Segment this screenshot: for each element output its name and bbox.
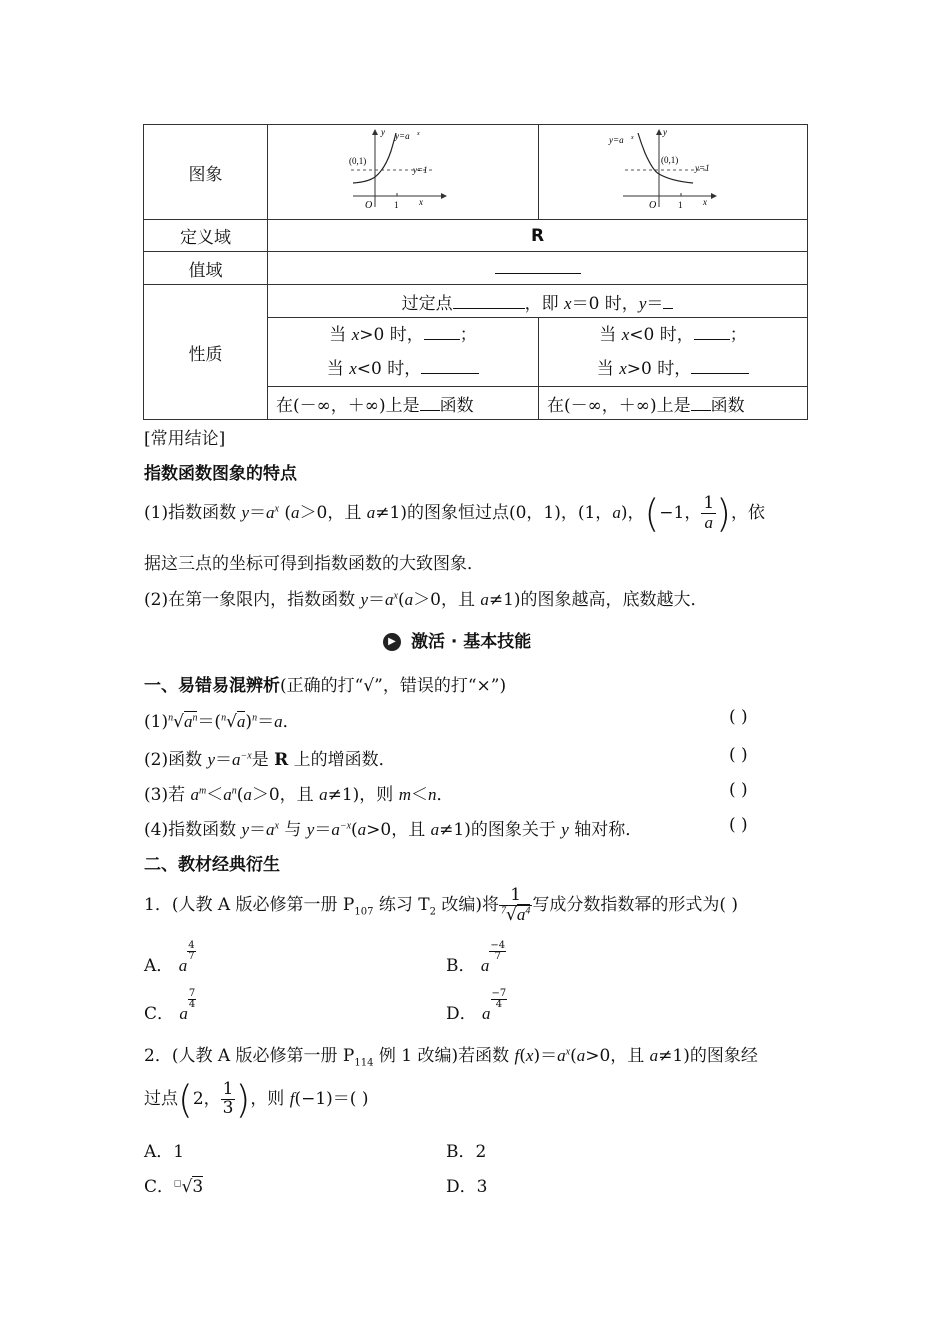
q1-option-b[interactable]: B． a $\frac{-4}{7}$ xyxy=(446,940,506,976)
range-blank[interactable] xyxy=(495,257,581,274)
tf-item-1: $(1)^n√a^n=(^n√a)^n=a$． xyxy=(144,712,300,732)
fraction-one-over-root: $\frac{1}{^7√a^4}$ xyxy=(501,884,531,925)
graph-cell-decreasing xyxy=(539,125,808,220)
fixed-point-text-3: ＝0 时， xyxy=(571,293,639,314)
answer-paren-3[interactable]: ( ) xyxy=(729,780,748,800)
exponential-function-table xyxy=(143,124,808,420)
table-row-range xyxy=(144,252,808,285)
increasing-cond-2: 当 x<0 时， xyxy=(268,352,538,386)
table-row-fixed-point xyxy=(144,285,808,318)
part1-title xyxy=(144,671,506,696)
table-row-domain xyxy=(144,220,808,252)
q2-option-a[interactable]: A．1 xyxy=(144,1142,185,1162)
tf-item-2: (2)函数 $y=a^{-x}$是 R 上的增函数． xyxy=(144,750,396,770)
fixed-point-text: 过定点 xyxy=(401,293,453,314)
q2-option-c[interactable]: C．□√3 xyxy=(144,1177,204,1197)
increasing-exponential-graph xyxy=(333,127,473,217)
row-label-properties: 性质 xyxy=(144,285,268,420)
answer-paren-4[interactable]: ( ) xyxy=(729,815,748,835)
graph2-point-label: (0,1) xyxy=(661,155,679,165)
graph2-equation-sup: x xyxy=(631,135,634,141)
decreasing-conditions-cell xyxy=(539,318,808,387)
graph2-equation: y=a xyxy=(609,135,624,145)
fraction-one-over-a: $\frac{1}{a}$ xyxy=(703,493,715,532)
tf-item-3: (3)若 $a^m<a^n(a>0$，且 a≠1)，则 m＜n． xyxy=(144,785,454,805)
decreasing-cond-1: 当 x<0 时， ； xyxy=(599,325,747,345)
increasing-cond-1: 当 x>0 时， ； xyxy=(329,325,477,345)
part1-hint: (正确的打“√”，错误的打“×”) xyxy=(280,676,507,696)
decreasing-cond-2: 当 x>0 时， xyxy=(539,352,807,386)
fixed-point-blank[interactable] xyxy=(453,292,525,309)
graph1-point-label: (0,1) xyxy=(349,156,367,166)
q1-option-d[interactable]: D． a $\frac{-7}{4}$ xyxy=(446,988,507,1024)
conclusion-title: 指数函数图象的特点 xyxy=(144,464,297,484)
conclusion-paragraph-2: (2)在第一象限内，指数函数 $y=a^x(a>0$，且 a≠1)的图象越高，底数越大． xyxy=(144,590,708,610)
fixed-point-text-4: ＝ xyxy=(646,293,664,314)
conclusion-paragraph-1: (1)指数函数 $y=a^x$ (a＞0，且 a≠1)的图象恒过点(0，1)，(1，a)，(−1， $\frac{1}{a}$ )，依 xyxy=(144,491,765,536)
row-label-domain: 定义域 xyxy=(144,220,268,252)
graph1-origin: O xyxy=(365,200,373,211)
q2-option-d[interactable]: D．3 xyxy=(446,1177,488,1197)
blank-dec-neg[interactable] xyxy=(694,323,730,340)
var-x: x xyxy=(564,293,572,313)
blank-inc-pos[interactable] xyxy=(424,323,460,340)
fixed-point-cell xyxy=(268,285,808,318)
graph1-x-label: x xyxy=(419,197,423,207)
graph1-equation: y=a xyxy=(395,131,410,141)
graph2-asymptote-label: y=1 xyxy=(695,163,710,173)
graph1-equation-sup: x xyxy=(417,131,420,137)
conclusion-heading: [常用结论] xyxy=(144,429,226,449)
question-2-cont: 过点(2， $\frac{1}{3}$ )，则 f(−1)＝( ) xyxy=(144,1077,369,1122)
q1-option-a[interactable]: A． a $\frac{4}{7}$ xyxy=(144,940,195,976)
tf-item-4: (4)指数函数 $y=a^x$ 与 $y=a^{-x}(a>0$，且 a≠1)的图象关于 y 轴对称． xyxy=(144,820,643,840)
part2-title: 二、教材经典衍生 xyxy=(144,855,280,875)
table-row-graph xyxy=(144,125,808,220)
graph2-y-label: y xyxy=(663,127,667,137)
domain-value: R xyxy=(268,220,808,252)
graph1-tick: 1 xyxy=(394,200,399,210)
conclusion-paragraph-1b: 据这三点的坐标可得到指数函数的大致图象． xyxy=(144,554,484,574)
blank-dec-mono[interactable] xyxy=(691,394,711,411)
answer-paren-2[interactable]: ( ) xyxy=(729,745,748,765)
graph1-asymptote-label: y=1 xyxy=(413,165,428,175)
row-label-graph: 图象 xyxy=(144,125,268,220)
section-title-text: 激活 · 基本技能 xyxy=(411,632,532,652)
row-label-range: 值域 xyxy=(144,252,268,285)
graph1-y-label: y xyxy=(381,127,385,137)
answer-paren-1[interactable]: ( ) xyxy=(729,707,748,727)
q2-option-b[interactable]: B．2 xyxy=(446,1142,487,1162)
fixed-y-blank[interactable] xyxy=(663,292,673,309)
question-1: 1．(人教 A 版必修第一册 $P_{107}$ 练习 $T_2$ 改编)将 $\frac{1}{^7√a^4}$ 写成分数指数幂的形式为( ) xyxy=(144,884,739,925)
increasing-conditions-cell xyxy=(268,318,539,387)
q1-option-c[interactable]: C． a $\frac{7}{4}$ xyxy=(144,988,196,1024)
blank-inc-neg[interactable] xyxy=(421,357,479,374)
graph-cell-increasing xyxy=(268,125,539,220)
var-y: y xyxy=(638,293,647,313)
section-title xyxy=(383,627,531,652)
play-icon: ▶ xyxy=(383,633,401,651)
graph2-origin: O xyxy=(649,200,657,211)
increasing-monotonicity: 在(－∞，＋∞)上是 函数 xyxy=(268,387,539,420)
fraction-one-third: $\frac{1}{3}$ xyxy=(222,1079,234,1118)
decreasing-monotonicity: 在(－∞，＋∞)上是 函数 xyxy=(539,387,808,420)
blank-inc-mono[interactable] xyxy=(420,394,440,411)
question-2: 2．(人教 A 版必修第一册 $P_{114}$ 例 1 改编)若函数 $f(x)=a^x(a>0$，且 a≠1)的图象经 xyxy=(144,1046,758,1069)
range-blank-cell xyxy=(268,252,808,285)
fixed-point-text-2: ，即 xyxy=(524,293,565,314)
decreasing-exponential-graph xyxy=(603,127,743,217)
graph2-x-label: x xyxy=(703,197,707,207)
blank-dec-pos[interactable] xyxy=(691,357,749,374)
part1-title-text: 一、易错易混辨析 xyxy=(144,676,280,696)
graph2-tick: 1 xyxy=(678,200,683,210)
